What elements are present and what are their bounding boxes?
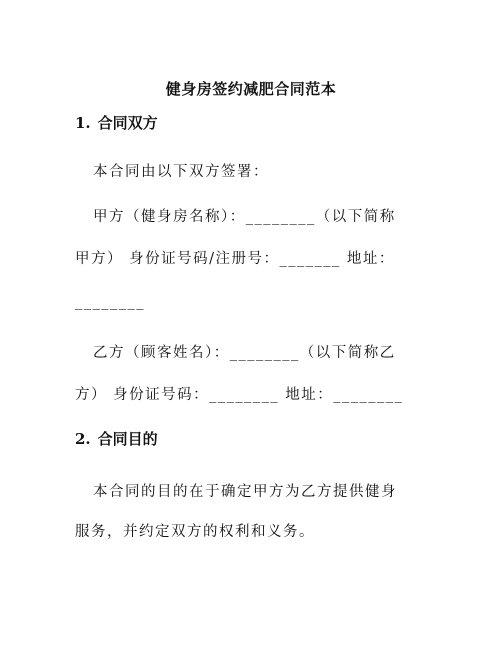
- paragraph-line: 甲方（健身房名称）：________（以下简称: [93, 209, 396, 225]
- paragraph-line: 方） 身份证号码：________ 地址：________: [75, 387, 404, 403]
- paragraph-line: 服务，并约定双方的权利和义务。: [75, 524, 315, 540]
- paragraph-line: 甲方） 身份证号码/注册号：_______ 地址：: [75, 251, 395, 267]
- paragraph-line: 本合同的目的在于确定甲方为乙方提供健身: [93, 484, 397, 500]
- document-title: 健身房签约减肥合同范本: [165, 80, 337, 98]
- section-number: 1.: [75, 114, 91, 132]
- section-heading-purpose: [75, 429, 158, 449]
- paragraph-line: 乙方（顾客姓名）：________（以下简称乙: [93, 345, 396, 361]
- section-heading-parties: [75, 113, 158, 133]
- section-title: 合同目的: [97, 430, 158, 448]
- paragraph-line: 本合同由以下双方签署：: [93, 164, 269, 180]
- paragraph-line: ________: [75, 294, 145, 310]
- section-number: 2.: [75, 430, 91, 448]
- section-title: 合同双方: [97, 114, 158, 132]
